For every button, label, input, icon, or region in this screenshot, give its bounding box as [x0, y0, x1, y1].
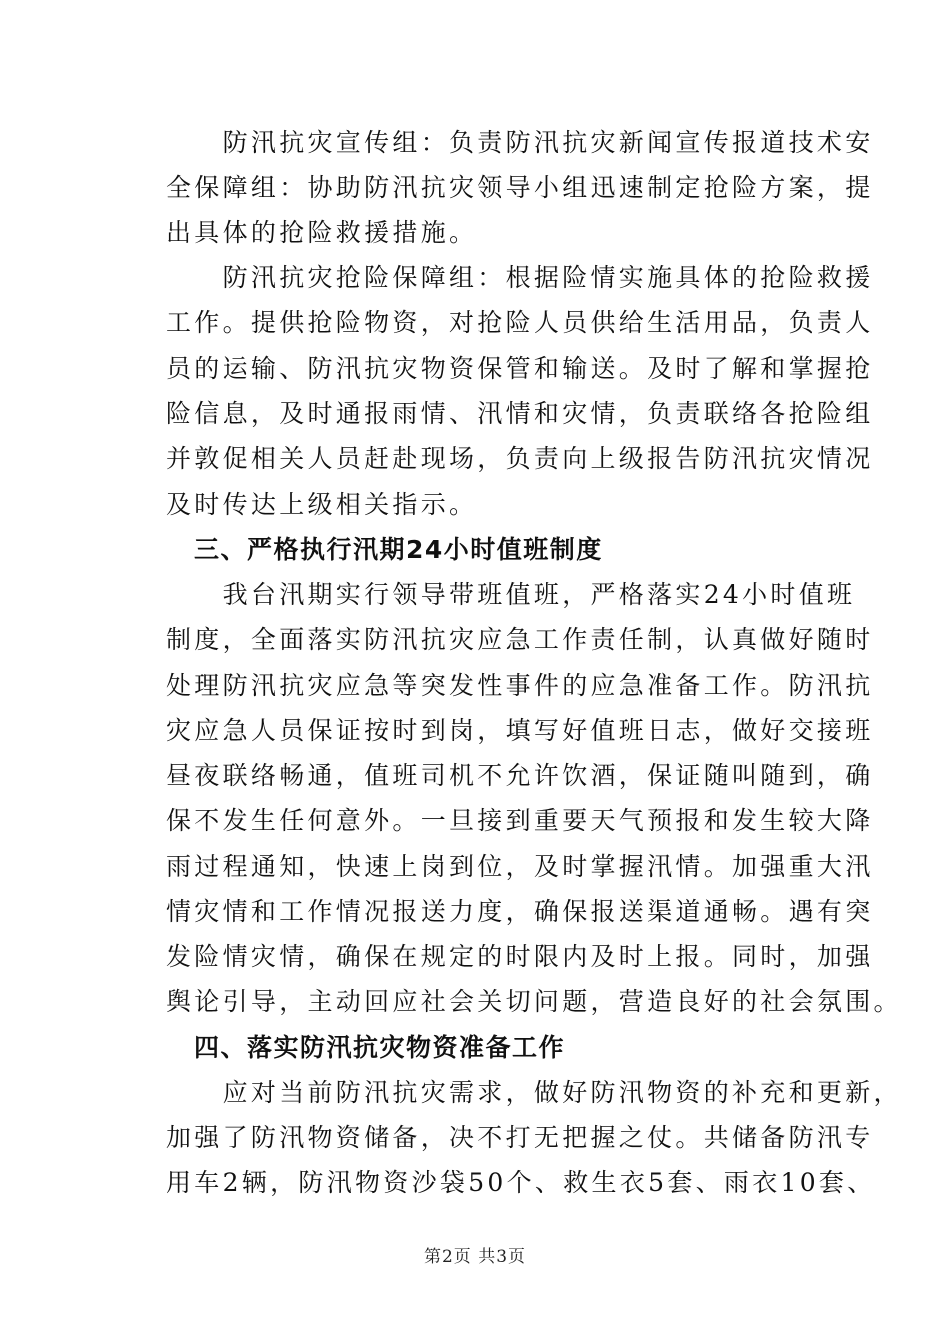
paragraph-line: 并敦促相关人员赶赴现场，负责向上级报告防汛抗灾情况	[166, 444, 874, 473]
paragraph-line: 处理防汛抗灾应急等突发性事件的应急准备工作。防汛抗	[166, 671, 874, 700]
paragraph-line: 昼夜联络畅通，值班司机不允许饮酒，保证随叫随到，确	[166, 761, 874, 790]
paragraph-line: 用车2辆，防汛物资沙袋50个、救生衣5套、雨衣10套、	[166, 1168, 876, 1197]
paragraph-line: 员的运输、防汛抗灾物资保管和输送。及时了解和掌握抢	[166, 354, 874, 383]
paragraph-line: 灾应急人员保证按时到岗，填写好值班日志，做好交接班	[166, 716, 874, 745]
paragraph-line: 情灾情和工作情况报送力度，确保报送渠道通畅。遇有突	[166, 897, 874, 926]
paragraph-line: 我台汛期实行领导带班值班，严格落实24小时值班	[166, 580, 856, 609]
paragraph-line: 工作。提供抢险物资，对抢险人员供给生活用品，负责人	[166, 308, 874, 337]
paragraph-line: 防汛抗灾宣传组：负责防汛抗灾新闻宣传报道技术安	[166, 128, 874, 157]
paragraph-line: 制度，全面落实防汛抗灾应急工作责任制，认真做好随时	[166, 625, 874, 654]
page-footer: 第2页 共3页	[423, 1247, 527, 1267]
paragraph-line: 应对当前防汛抗灾需求，做好防汛物资的补充和更新，	[166, 1078, 902, 1107]
paragraph-line: 舆论引导，主动回应社会关切问题，营造良好的社会氛围。	[166, 987, 902, 1016]
paragraph-line: 险信息，及时通报雨情、汛情和灾情，负责联络各抢险组	[166, 399, 874, 428]
paragraph-line: 及时传达上级相关指示。	[166, 490, 478, 519]
paragraph-line: 防汛抗灾抢险保障组：根据险情实施具体的抢险救援	[166, 263, 874, 292]
paragraph-line: 出具体的抢险救援措施。	[166, 218, 478, 247]
paragraph-line: 发险情灾情，确保在规定的时限内及时上报。同时，加强	[166, 942, 874, 971]
paragraph-line: 保不发生任何意外。一旦接到重要天气预报和发生较大降	[166, 806, 874, 835]
section-heading-3: 三、严格执行汛期24小时值班制度	[194, 535, 603, 564]
paragraph-line: 全保障组：协助防汛抗灾领导小组迅速制定抢险方案，提	[166, 173, 874, 202]
section-heading-4: 四、落实防汛抗灾物资准备工作	[194, 1033, 566, 1062]
paragraph-line: 加强了防汛物资储备，决不打无把握之仗。共储备防汛专	[166, 1123, 874, 1152]
paragraph-line: 雨过程通知，快速上岗到位，及时掌握汛情。加强重大汛	[166, 852, 874, 881]
